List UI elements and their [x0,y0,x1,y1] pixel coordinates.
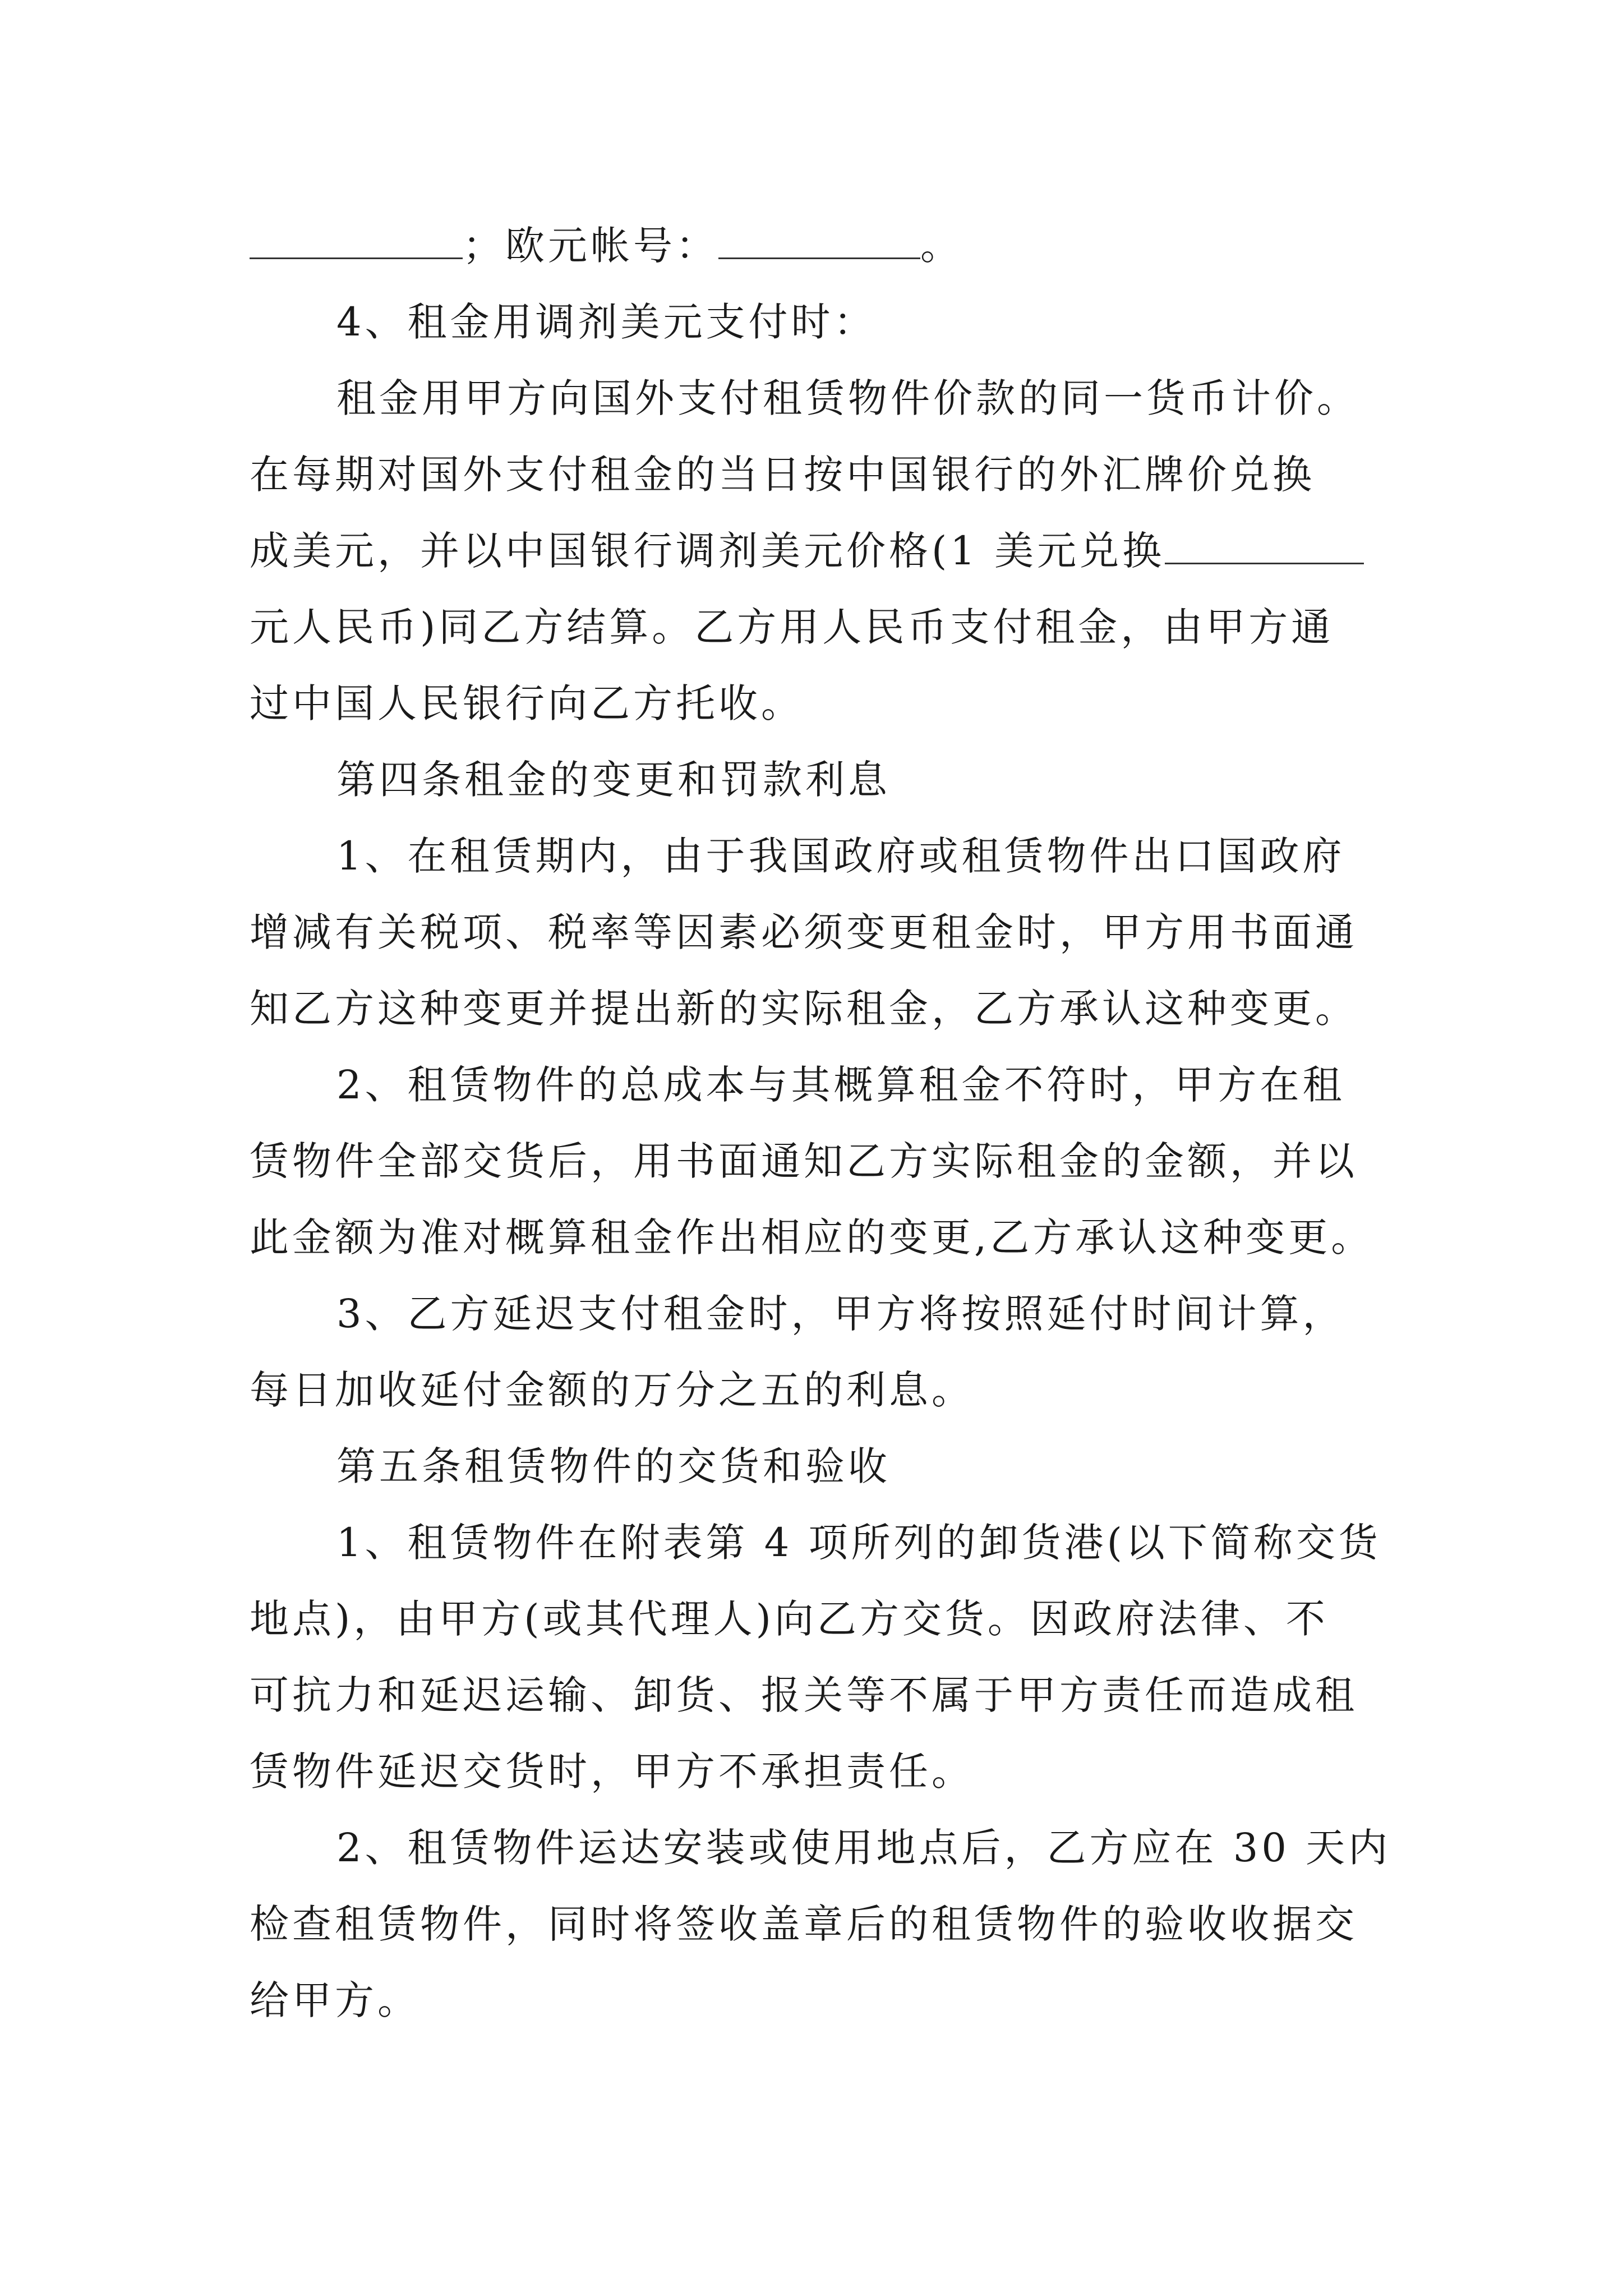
text-fragment: ；欧元帐号： [463,223,718,269]
text-line: 可抗力和延迟运输、卸货、报关等不属于甲方责任而造成租 [250,1672,1358,1718]
text-line: 赁物件延迟交货时，甲方不承担责任。 [250,1749,974,1795]
text-line: 赁物件全部交货后，用书面通知乙方实际租金的金额，并以 [250,1138,1358,1184]
text-line: 此金额为准对概算租金作出相应的变更,乙方承认这种变更。 [250,1214,1374,1260]
text-line: 增减有关税项、税率等因素必须变更租金时，甲方用书面通 [250,909,1358,955]
account-blank-eur [718,223,920,259]
text-line: 元人民币)同乙方结算。乙方用人民币支付租金，由甲方通 [250,604,1334,650]
section-heading: 第五条租赁物件的交货和验收 [336,1443,891,1489]
text-line: 1、租赁物件在附表第 4 项所列的卸货港(以下简称交货 [336,1520,1381,1566]
text-fragment: 。 [920,223,963,269]
text-line: 1、在租赁期内，由于我国政府或租赁物件出口国政府 [336,833,1345,879]
exchange-rate-blank [1165,528,1364,564]
text-line: 2、租赁物件运达安装或使用地点后，乙方应在 30 天内 [336,1825,1391,1871]
text-line: 知乙方这种变更并提出新的实际租金，乙方承认这种变更。 [250,986,1358,1032]
section-heading: 第四条租金的变更和罚款利息 [336,757,891,803]
text-line [250,218,963,274]
text-line: 租金用甲方向国外支付租赁物件价款的同一货币计价。 [336,375,1359,421]
text-line: 在每期对国外支付租金的当日按中国银行的外汇牌价兑换 [250,452,1315,498]
account-blank-usd [250,223,463,259]
text-line: 3、乙方延迟支付租金时，甲方将按照延付时间计算， [336,1291,1345,1337]
text-line: 每日加收延付金额的万分之五的利息。 [250,1367,974,1413]
text-line: 2、租赁物件的总成本与其概算租金不符时，甲方在租 [336,1062,1345,1108]
text-line: 给甲方。 [250,1977,420,2023]
text-line: 地点)，由甲方(或其代理人)向乙方交货。因政府法律、不 [250,1596,1329,1642]
text-line [250,523,1364,579]
text-line: 4、租金用调剂美元支付时： [336,299,877,345]
text-line: 检查租赁物件，同时将签收盖章后的租赁物件的验收收据交 [250,1901,1358,1947]
text-fragment: 成美元，并以中国银行调剂美元价格(1 美元兑换 [250,528,1165,574]
text-line: 过中国人民银行向乙方托收。 [250,680,804,726]
